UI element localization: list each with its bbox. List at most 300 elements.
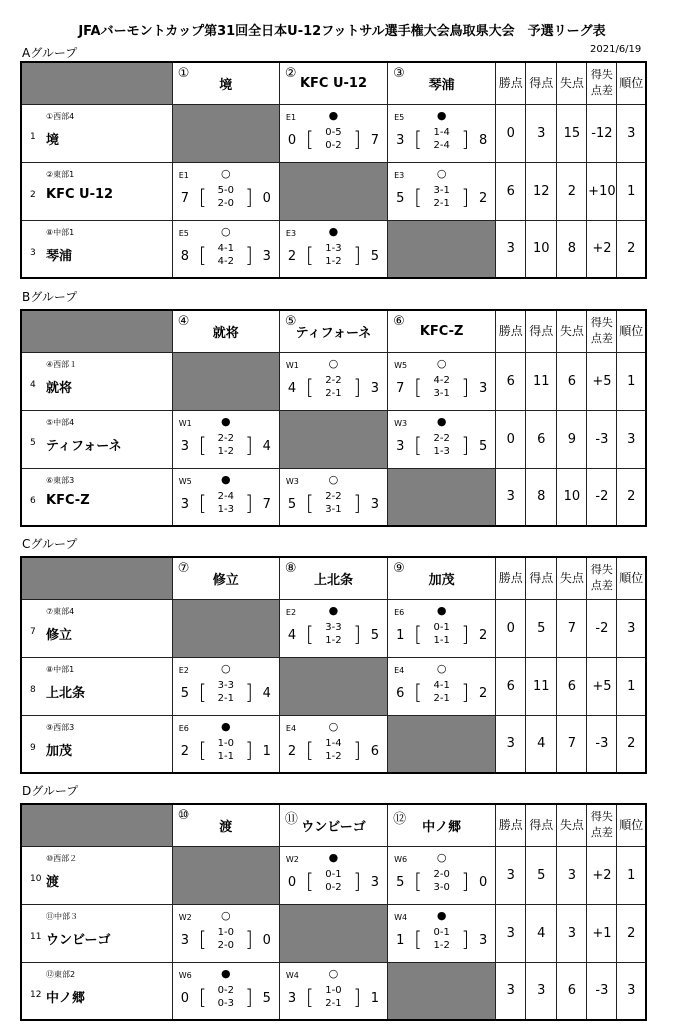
stat-header: 順位	[617, 310, 646, 352]
score-right: 4	[262, 438, 271, 454]
score-left: 3	[396, 132, 405, 148]
half-score-1: 4-2	[433, 374, 450, 386]
bracket-right-glyph: ]	[461, 621, 470, 646]
team-header-name: KFC-Z	[419, 323, 464, 339]
header-row	[21, 62, 646, 104]
team-number: ⑧	[284, 561, 297, 576]
stat-cell: 3	[526, 104, 557, 162]
team-seed: ②東部1	[46, 169, 75, 179]
match-id: W2	[178, 912, 192, 922]
half-score-2: 3-1	[325, 503, 342, 515]
team-seed: ⑧中部1	[46, 227, 75, 237]
stat-cell: 2	[617, 904, 646, 962]
stat-cell: 3	[496, 468, 526, 526]
team-number: ②	[284, 66, 297, 81]
self-match-cell	[388, 715, 496, 773]
stat-header: 勝点	[496, 804, 526, 846]
result-mark: ●	[328, 603, 339, 617]
score-right: 5	[370, 627, 380, 643]
stat-cell: 0	[496, 410, 526, 468]
half-score-1: 1-4	[325, 737, 342, 749]
team-header	[172, 62, 279, 104]
self-match-cell	[172, 599, 279, 657]
table-row	[21, 162, 646, 220]
bracket-left-glyph: [	[305, 490, 314, 515]
score-left: 4	[287, 380, 297, 396]
score-right: 0	[262, 932, 271, 948]
half-score-1: 2-0	[433, 868, 450, 880]
match-result-cell	[279, 468, 387, 526]
row-index: 4	[30, 379, 36, 390]
stat-header: 得失点差	[587, 804, 617, 846]
half-score-2: 2-1	[217, 692, 234, 704]
table-row	[21, 104, 646, 162]
team-cell	[21, 162, 172, 220]
row-index: 12	[30, 989, 42, 1000]
match-result-cell	[279, 599, 387, 657]
score-right: 3	[262, 248, 271, 264]
score-right: 1	[262, 743, 271, 759]
half-score-1: 1-0	[217, 737, 234, 749]
bracket-right-glyph: ]	[461, 432, 470, 457]
stat-cell: 3	[496, 715, 526, 773]
team-header	[279, 310, 387, 352]
team-number: ③	[393, 66, 405, 81]
team-header	[388, 804, 496, 846]
score-left: 2	[180, 743, 190, 759]
row-index: 10	[30, 873, 42, 884]
stat-cell: 12	[526, 162, 557, 220]
score-right: 3	[370, 496, 380, 512]
half-score-1: 3-3	[325, 621, 342, 633]
bracket-right-glyph: ]	[353, 242, 362, 267]
score-left: 7	[396, 380, 405, 396]
team-name: KFC-Z	[46, 492, 90, 508]
row-index: 2	[30, 189, 36, 200]
self-match-cell	[279, 162, 387, 220]
match-result-cell	[388, 599, 496, 657]
result-mark: ●	[436, 414, 447, 428]
score-left: 5	[396, 190, 405, 206]
stat-cell: 3	[617, 410, 646, 468]
team-name: 就将	[46, 380, 73, 396]
half-score-2: 1-2	[325, 634, 342, 646]
bracket-left-glyph: [	[414, 868, 422, 893]
stat-header: 失点	[557, 804, 587, 846]
stat-cell: 6	[496, 657, 526, 715]
team-name: KFC U-12	[46, 186, 114, 202]
bracket-right-glyph: ]	[353, 490, 362, 515]
group-label: Cグループ	[22, 537, 78, 551]
bracket-right-glyph: ]	[353, 868, 362, 893]
stat-cell: 0	[496, 599, 526, 657]
half-score-1: 4-1	[217, 242, 234, 254]
stat-cell: 6	[526, 410, 557, 468]
score-right: 5	[370, 248, 380, 264]
header-row	[21, 310, 646, 352]
result-mark: ●	[221, 966, 231, 980]
table-row	[21, 715, 646, 773]
stat-header: 得失点差	[587, 310, 617, 352]
row-index: 8	[30, 684, 36, 695]
table-row	[21, 962, 646, 1020]
stat-cell: 3	[496, 904, 526, 962]
match-result-cell	[172, 962, 279, 1020]
bracket-right-glyph: ]	[353, 621, 362, 646]
stat-cell: 3	[496, 220, 526, 278]
team-header-name: 中ノ郷	[422, 819, 462, 835]
half-score-2: 2-1	[325, 997, 342, 1009]
team-seed: ①西部4	[46, 111, 75, 121]
team-number: ⑪	[284, 812, 298, 827]
stat-header: 得点	[526, 804, 557, 846]
half-score-1: 3-1	[433, 184, 450, 196]
bracket-right-glyph: ]	[245, 737, 253, 762]
half-score-1: 2-2	[433, 432, 450, 444]
half-score-2: 2-1	[433, 197, 450, 209]
score-left: 8	[180, 248, 190, 264]
score-left: 4	[287, 627, 297, 643]
bracket-left-glyph: [	[414, 679, 422, 704]
half-score-1: 2-2	[325, 374, 342, 386]
stat-cell: 7	[557, 715, 587, 773]
result-mark: ○	[328, 356, 339, 370]
bracket-right-glyph: ]	[461, 868, 470, 893]
score-left: 1	[396, 627, 405, 643]
team-header-name: 修立	[212, 572, 239, 588]
self-match-cell	[172, 104, 279, 162]
match-id: E5	[178, 228, 189, 238]
score-left: 7	[180, 190, 190, 206]
score-left: 2	[287, 248, 297, 264]
bracket-right-glyph: ]	[245, 242, 253, 267]
stat-cell: 9	[557, 410, 587, 468]
score-left: 5	[396, 874, 405, 890]
team-header-name: ウンビーゴ	[301, 819, 366, 835]
team-cell	[21, 468, 172, 526]
team-seed: ⑫東部2	[46, 969, 76, 979]
match-id: E5	[394, 112, 405, 122]
match-id: W4	[285, 970, 299, 980]
stat-cell: 10	[526, 220, 557, 278]
team-number: ⑫	[393, 812, 407, 827]
team-seed: ⑦東部4	[46, 606, 75, 616]
score-right: 4	[262, 685, 271, 701]
match-id: W5	[394, 360, 408, 370]
score-left: 0	[180, 990, 190, 1006]
half-score-1: 1-0	[325, 984, 342, 996]
stat-cell: 7	[557, 599, 587, 657]
group-table	[20, 803, 647, 1021]
stat-cell: 6	[496, 352, 526, 410]
bracket-left-glyph: [	[305, 242, 314, 267]
match-result-cell	[172, 715, 279, 773]
group-table	[20, 309, 647, 527]
stat-cell: 1	[617, 352, 646, 410]
match-id: E1	[285, 112, 297, 122]
team-seed: ④西部１	[46, 359, 78, 369]
half-score-2: 0-3	[217, 997, 234, 1009]
stat-cell: 1	[617, 846, 646, 904]
score-left: 3	[287, 990, 297, 1006]
score-right: 0	[478, 874, 488, 890]
bracket-left-glyph: [	[414, 432, 422, 457]
team-cell	[21, 104, 172, 162]
match-result-cell	[172, 657, 279, 715]
bracket-left-glyph: [	[198, 184, 207, 209]
row-index: 7	[30, 626, 36, 637]
match-result-cell	[388, 846, 496, 904]
team-name: 修立	[46, 627, 73, 643]
result-mark: ●	[436, 108, 447, 122]
score-left: 5	[180, 685, 190, 701]
table-row	[21, 657, 646, 715]
stat-header: 順位	[617, 804, 646, 846]
team-cell	[21, 599, 172, 657]
match-result-cell	[279, 352, 387, 410]
result-mark: ○	[436, 850, 447, 864]
score-right: 2	[478, 685, 488, 701]
table-row	[21, 599, 646, 657]
stat-cell: -12	[587, 104, 617, 162]
bracket-right-glyph: ]	[245, 984, 253, 1009]
match-result-cell	[172, 410, 279, 468]
score-right: 8	[478, 132, 488, 148]
half-score-1: 2-4	[217, 490, 234, 502]
stat-cell: 8	[557, 220, 587, 278]
team-header	[388, 557, 496, 599]
stat-cell: 3	[617, 104, 646, 162]
match-result-cell	[388, 352, 496, 410]
stat-header: 勝点	[496, 62, 526, 104]
stat-cell: 3	[617, 962, 646, 1020]
team-header-name: 加茂	[428, 572, 455, 588]
result-mark: ○	[221, 166, 231, 180]
result-mark: ●	[221, 414, 231, 428]
bracket-left-glyph: [	[414, 621, 422, 646]
bracket-left-glyph: [	[198, 679, 207, 704]
corner-cell	[21, 557, 172, 599]
score-left: 3	[396, 438, 405, 454]
bracket-left-glyph: [	[198, 737, 207, 762]
half-score-2: 2-0	[217, 939, 234, 951]
team-cell	[21, 715, 172, 773]
stat-cell: 11	[526, 657, 557, 715]
score-right: 3	[478, 380, 488, 396]
stat-cell: 10	[557, 468, 587, 526]
stat-cell: +2	[587, 220, 617, 278]
team-cell	[21, 220, 172, 278]
result-mark: ●	[436, 603, 447, 617]
table-row	[21, 904, 646, 962]
self-match-cell	[172, 846, 279, 904]
bracket-left-glyph: [	[305, 737, 314, 762]
team-header	[172, 557, 279, 599]
stat-cell: -3	[587, 962, 617, 1020]
match-result-cell	[172, 468, 279, 526]
stat-header: 順位	[617, 557, 646, 599]
result-mark: ○	[221, 908, 231, 922]
stat-header: 勝点	[496, 557, 526, 599]
stat-cell: 3	[496, 846, 526, 904]
team-header-name: 境	[219, 77, 233, 93]
match-id: E6	[178, 723, 189, 733]
match-id: E1	[178, 170, 189, 180]
half-score-2: 4-2	[217, 255, 234, 267]
stat-header: 失点	[557, 557, 587, 599]
half-score-2: 2-0	[217, 197, 234, 209]
match-result-cell	[279, 104, 387, 162]
team-name: ウンビーゴ	[46, 932, 111, 948]
score-right: 3	[370, 380, 380, 396]
score-left: 0	[287, 874, 297, 890]
bracket-right-glyph: ]	[353, 374, 362, 399]
score-right: 0	[262, 190, 271, 206]
stat-cell: 1	[617, 657, 646, 715]
team-header-name: 渡	[219, 819, 233, 835]
result-mark: ○	[328, 966, 339, 980]
match-id: W1	[178, 418, 192, 428]
team-header-name: KFC U-12	[299, 75, 368, 91]
bracket-left-glyph: [	[305, 621, 314, 646]
stat-cell: 5	[526, 846, 557, 904]
team-header	[172, 310, 279, 352]
team-header	[388, 62, 496, 104]
half-score-2: 3-1	[433, 387, 450, 399]
team-name: 渡	[46, 874, 60, 890]
score-left: 3	[180, 932, 190, 948]
half-score-1: 0-2	[217, 984, 234, 996]
half-score-2: 2-1	[433, 692, 450, 704]
result-mark: ○	[436, 356, 447, 370]
match-result-cell	[279, 715, 387, 773]
stat-cell: 5	[526, 599, 557, 657]
team-number: ①	[177, 66, 190, 81]
row-index: 3	[30, 247, 36, 258]
match-id: E4	[285, 723, 297, 733]
team-name: 境	[46, 132, 60, 148]
stat-cell: 8	[526, 468, 557, 526]
table-row	[21, 410, 646, 468]
stat-cell: 3	[557, 846, 587, 904]
stat-header: 得点	[526, 310, 557, 352]
group-table	[20, 556, 647, 774]
bracket-right-glyph: ]	[245, 432, 253, 457]
half-score-1: 0-5	[325, 126, 342, 138]
match-id: E2	[178, 665, 189, 675]
stat-cell: 2	[617, 468, 646, 526]
corner-cell	[21, 310, 172, 352]
stat-cell: -2	[587, 468, 617, 526]
self-match-cell	[388, 220, 496, 278]
group-table	[20, 61, 647, 279]
team-number: ⑨	[393, 561, 405, 576]
stat-cell: 3	[526, 962, 557, 1020]
stat-header: 失点	[557, 62, 587, 104]
score-right: 5	[262, 990, 271, 1006]
self-match-cell	[388, 962, 496, 1020]
stat-cell: 6	[496, 162, 526, 220]
score-left: 1	[396, 932, 405, 948]
bracket-left-glyph: [	[198, 926, 207, 951]
team-cell	[21, 904, 172, 962]
stat-cell: 1	[617, 162, 646, 220]
bracket-left-glyph: [	[414, 126, 422, 151]
corner-cell	[21, 804, 172, 846]
row-index: 6	[30, 495, 36, 506]
team-cell	[21, 352, 172, 410]
team-header-name: 就将	[212, 325, 239, 341]
header-row	[21, 557, 646, 599]
stat-cell: 3	[496, 962, 526, 1020]
result-mark: ●	[221, 472, 231, 486]
half-score-1: 0-1	[433, 926, 450, 938]
match-result-cell	[388, 657, 496, 715]
match-result-cell	[388, 162, 496, 220]
stat-cell: 2	[617, 220, 646, 278]
match-result-cell	[388, 104, 496, 162]
team-cell	[21, 657, 172, 715]
team-header	[172, 804, 279, 846]
self-match-cell	[279, 410, 387, 468]
bracket-left-glyph: [	[414, 374, 422, 399]
team-seed: ⑧中部1	[46, 664, 75, 674]
score-right: 1	[370, 990, 380, 1006]
bracket-left-glyph: [	[198, 490, 207, 515]
date-label: 2021/6/19	[590, 44, 642, 55]
stat-header: 得点	[526, 62, 557, 104]
half-score-2: 0-2	[325, 139, 342, 151]
half-score-2: 2-1	[325, 387, 342, 399]
half-score-2: 1-2	[217, 445, 234, 457]
bracket-left-glyph: [	[414, 184, 422, 209]
stat-cell: 4	[526, 715, 557, 773]
match-id: W6	[178, 970, 192, 980]
half-score-2: 2-4	[433, 139, 450, 151]
team-header-name: ティフォーネ	[295, 325, 372, 341]
half-score-2: 3-0	[433, 881, 450, 893]
stat-header: 勝点	[496, 310, 526, 352]
match-result-cell	[172, 904, 279, 962]
score-right: 5	[478, 438, 488, 454]
result-mark: ○	[221, 224, 231, 238]
stat-header: 得失点差	[587, 557, 617, 599]
table-row	[21, 220, 646, 278]
stat-cell: +2	[587, 846, 617, 904]
half-score-1: 1-0	[217, 926, 234, 938]
team-cell	[21, 846, 172, 904]
score-right: 6	[370, 743, 380, 759]
bracket-left-glyph: [	[305, 984, 314, 1009]
half-score-2: 1-2	[433, 939, 450, 951]
row-index: 9	[30, 742, 36, 753]
half-score-1: 5-0	[217, 184, 234, 196]
bracket-right-glyph: ]	[353, 126, 362, 151]
team-number: ⑤	[284, 314, 297, 329]
bracket-left-glyph: [	[305, 126, 314, 151]
bracket-right-glyph: ]	[353, 984, 362, 1009]
score-left: 6	[396, 685, 405, 701]
table-row	[21, 352, 646, 410]
bracket-left-glyph: [	[198, 242, 207, 267]
stat-cell: -2	[587, 599, 617, 657]
score-right: 7	[370, 132, 380, 148]
team-cell	[21, 962, 172, 1020]
result-mark: ●	[328, 108, 339, 122]
score-right: 3	[478, 932, 488, 948]
match-id: W4	[394, 912, 408, 922]
score-left: 3	[180, 496, 190, 512]
